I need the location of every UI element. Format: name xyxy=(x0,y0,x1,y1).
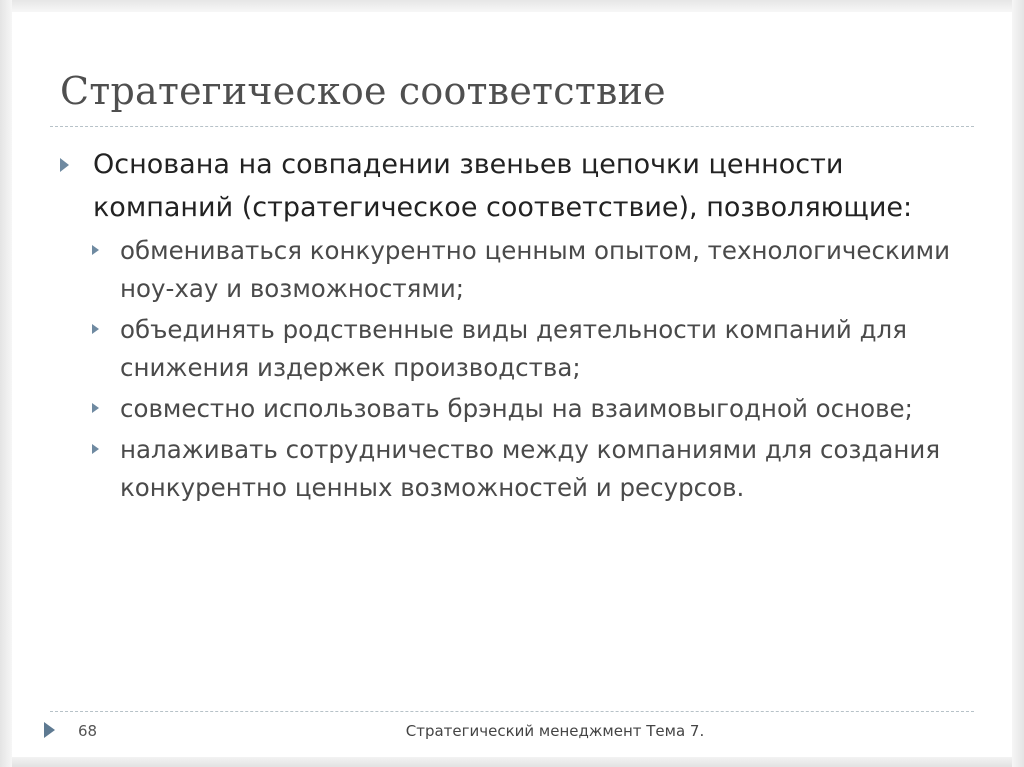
bullet-triangle-icon xyxy=(92,245,99,255)
sub-bullet-text: объединять родственные виды деятельности компаний для снижения издержек производства; xyxy=(120,315,907,382)
slide-number: 68 xyxy=(78,722,98,740)
slide-title: Стратегическое соответствие xyxy=(60,69,666,113)
frame-left-border xyxy=(0,0,12,767)
bullet-triangle-icon xyxy=(60,158,69,172)
footer-divider xyxy=(50,711,974,712)
main-bullet-item xyxy=(60,143,980,229)
sub-bullet-text: совместно использовать брэнды на взаимовыгодной основе; xyxy=(120,394,913,423)
sub-bullet-item xyxy=(92,232,980,308)
triangle-right-icon xyxy=(44,722,55,738)
bullet-triangle-icon xyxy=(92,403,99,413)
main-bullet-text: Основана на совпадении звеньев цепочки ценности компаний (стратегическое соответствие), позволяющие: xyxy=(93,149,913,223)
sub-bullet-text: налаживать сотрудничество между компаниями для создания конкурентно ценных возможностей и ресурсов. xyxy=(120,435,941,502)
sub-bullet-item xyxy=(92,431,980,507)
footer-text: Стратегический менеджмент Тема 7. xyxy=(405,722,705,740)
frame-bottom-border xyxy=(0,757,1024,767)
bullet-triangle-icon xyxy=(92,444,99,454)
slide-content xyxy=(60,143,980,507)
sub-bullet-text: обмениваться конкурентно ценным опытом, технологическими ноу-хау и возможностями; xyxy=(120,236,951,303)
sub-bullet-item xyxy=(92,390,980,428)
frame-right-border xyxy=(1012,0,1024,767)
bullet-triangle-icon xyxy=(92,324,99,334)
sub-bullet-item xyxy=(92,311,980,387)
title-divider xyxy=(50,126,974,127)
frame-top-border xyxy=(0,0,1024,12)
